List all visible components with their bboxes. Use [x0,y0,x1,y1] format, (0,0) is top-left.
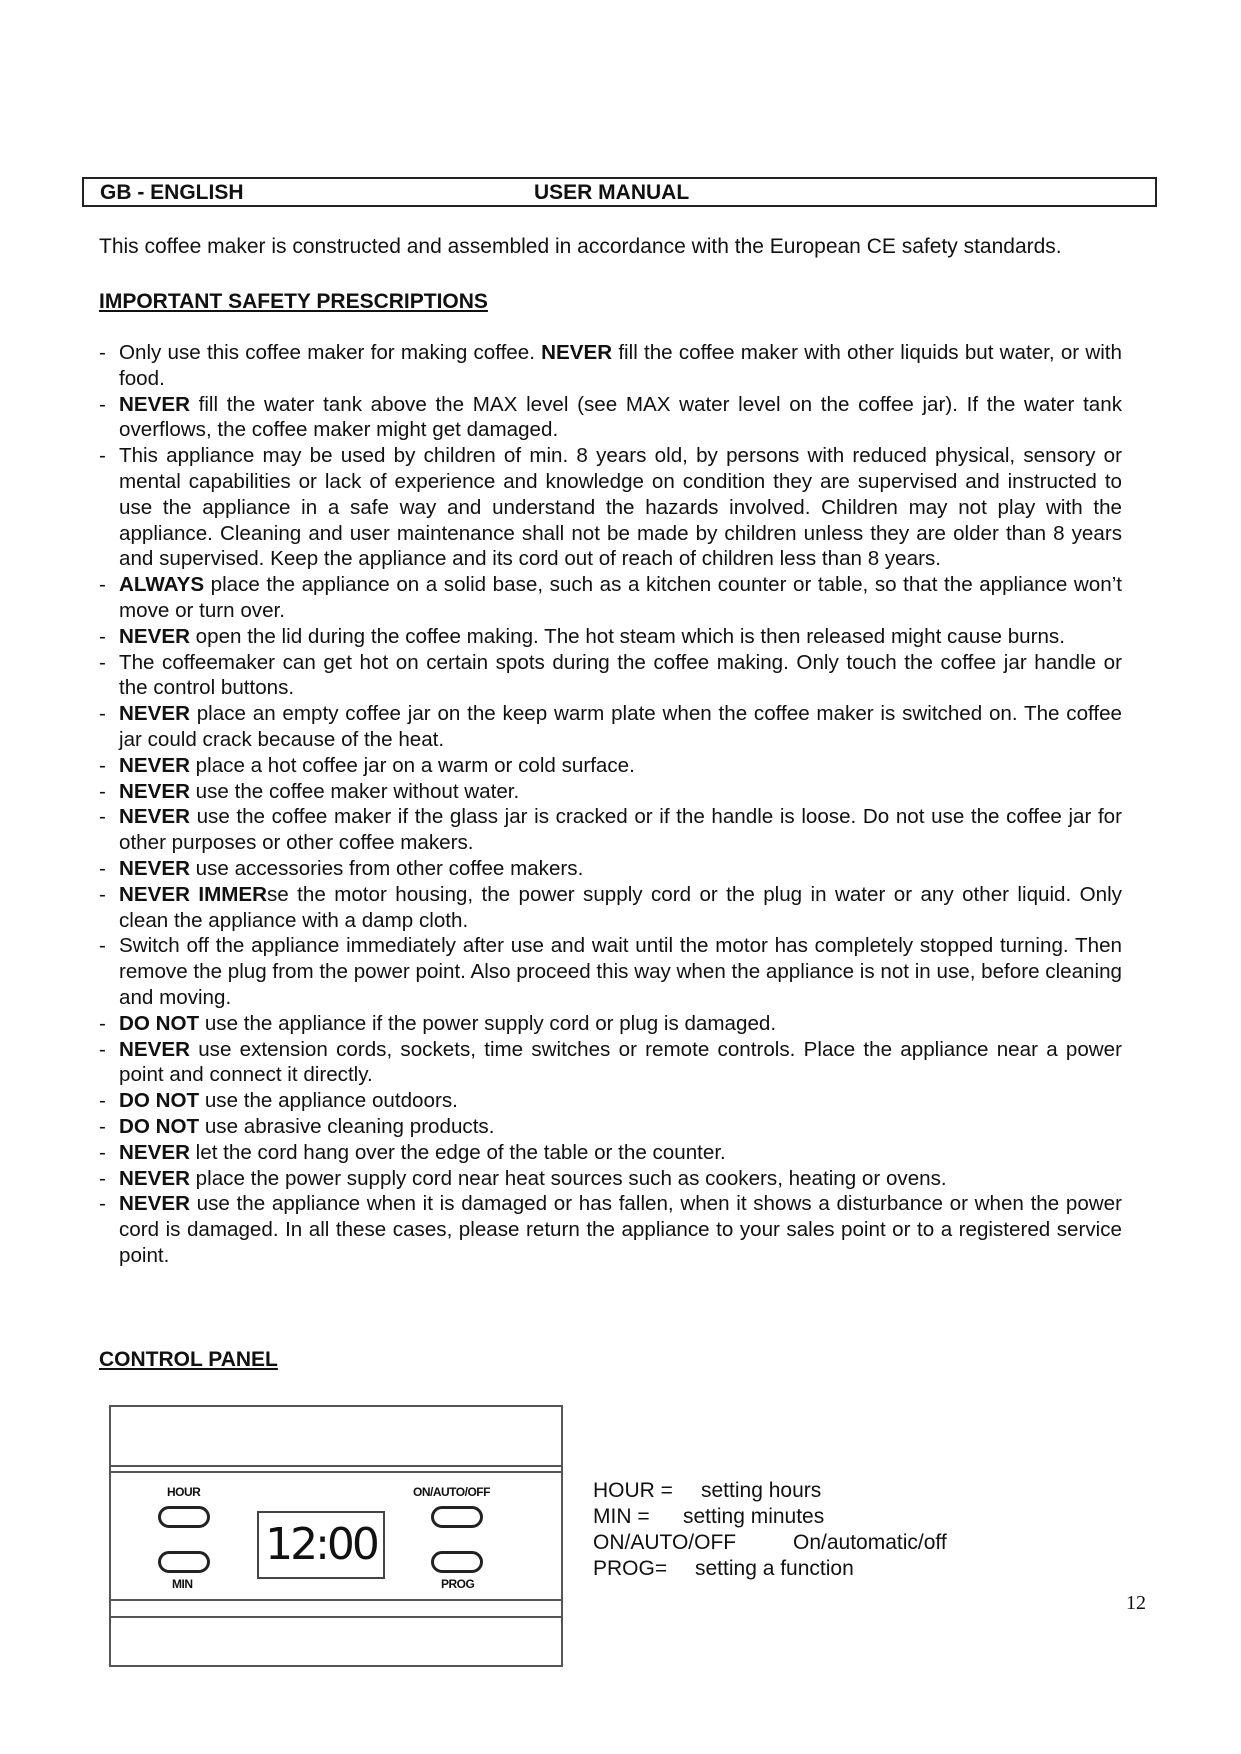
safety-item-text: se the motor housing, the power supply cord or the plug in water or any other liquid. Only clean the appliance with a damp cloth. [119,882,1122,932]
clock-display: 12:00 [257,1511,385,1579]
language-label: GB - ENGLISH [100,181,244,204]
safety-item-text: fill the coffee maker with other liquids but water, or with food. [119,341,1122,390]
min-button[interactable] [158,1551,210,1573]
safety-item-emphasis: NEVER [119,624,190,648]
safety-item-text: Switch off the appliance immediately after use and wait until the motor has completely stopped turning. Then remove the plug from the power point. Also proceed this way when the appliance is not in use, before cleaning and moving. [119,934,1122,1009]
safety-item-text: use the coffee maker without water. [189,779,520,803]
legend-key: MIN = [593,1505,650,1528]
on-auto-off-label: ON/AUTO/OFF [413,1485,490,1499]
safety-item-text: use the appliance if the power supply cord or plug is damaged. [199,1011,777,1035]
legend-value: setting minutes [683,1505,825,1528]
safety-item [99,572,1122,624]
document-title: USER MANUAL [534,181,690,204]
safety-item [99,753,1122,779]
legend-value: setting a function [695,1557,854,1580]
page-number: 12 [1126,1592,1146,1614]
safety-item-emphasis: DO NOT [119,1114,200,1138]
safety-item-emphasis: NEVER [541,341,613,364]
safety-item-emphasis: NEVER [119,856,190,880]
hour-label: HOUR [167,1485,201,1499]
safety-item [99,650,1122,702]
safety-item-emphasis: NEVER [119,702,190,726]
safety-item [99,1037,1122,1089]
safety-heading: IMPORTANT SAFETY PRESCRIPTIONS [99,290,488,313]
safety-list [99,340,1122,1269]
safety-item-text: This appliance may be used by children of min. 8 years old, by persons with reduced physical, sensory or mental capabilities or lack of experience and knowledge on condition they are supervised and instructed to use the appliance in a safe way and understand the hazards involved. Children may not play with the appliance. Cleaning and user maintenance shall not be made by children unless they are older than 8 years and supervised. Keep the appliance and its cord out of reach of children less than 8 years. [119,444,1122,571]
min-label: MIN [172,1577,193,1591]
legend-value: setting hours [701,1479,822,1502]
safety-item-text: use the coffee maker if the glass jar is cracked or if the handle is loose. Do not use the coffee jar for other purposes or other coffee makers. [119,805,1122,855]
safety-item-text: place the appliance on a solid base, such as a kitchen counter or table, so that the appliance won’t move or turn over. [119,573,1122,622]
safety-item-emphasis: NEVER [119,753,190,777]
intro-paragraph: This coffee maker is constructed and assembled in accordance with the European CE safety standards. [99,235,1062,258]
safety-item [99,933,1122,1010]
safety-item [99,779,1122,805]
safety-item-emphasis: NEVER [119,1140,190,1164]
safety-item-emphasis: DO NOT [119,1011,200,1035]
safety-item [99,1166,1122,1192]
safety-item-emphasis: NEVER IMMER [119,882,267,906]
safety-item [99,340,1122,392]
safety-item-text: use abrasive cleaning products. [199,1114,495,1138]
safety-item [99,1011,1122,1037]
safety-item-text: place an empty coffee jar on the keep warm plate when the coffee maker is switched on. The coffee jar could crack because of the heat. [119,702,1122,751]
safety-item-text: place a hot coffee jar on a warm or cold surface. [189,753,635,777]
control-panel-diagram [109,1405,563,1667]
legend-value: On/automatic/off [793,1531,947,1554]
safety-item-text: place the power supply cord near heat sources such as cookers, heating or ovens. [189,1166,947,1190]
safety-item-emphasis: ALWAYS [119,573,205,597]
safety-item-text: use extension cords, sockets, time switches or remote controls. Place the appliance near a power point and connect it directly. [119,1037,1122,1087]
safety-item-emphasis: NEVER [119,1166,190,1190]
prog-label: PROG [441,1577,475,1591]
safety-item-text: fill the water tank above the MAX level (see MAX water level on the coffee jar). If the water tank overflows, the coffee maker might get damaged. [119,392,1122,442]
safety-item [99,856,1122,882]
safety-item [99,701,1122,753]
safety-item [99,392,1122,444]
safety-item-text: Only use this coffee maker for making coffee. [119,341,535,364]
safety-item-text: The coffeemaker can get hot on certain spots during the coffee making. Only touch the coffee jar handle or the control buttons. [119,650,1122,700]
safety-item-emphasis: DO NOT [119,1089,200,1113]
safety-item-text: use the appliance outdoors. [199,1089,458,1113]
safety-item-text: use accessories from other coffee makers. [189,856,584,880]
safety-item [99,882,1122,934]
safety-item-text: use the appliance when it is damaged or has fallen, when it shows a disturbance or when the power cord is damaged. In all these cases, please return the appliance to your sales point or to a registered service point. [119,1192,1122,1267]
panel-divider [111,1599,561,1601]
on-auto-off-button[interactable] [431,1506,483,1528]
safety-item-text: open the lid during the coffee making. The hot steam which is then released might cause burns. [189,624,1065,648]
safety-item-text: let the cord hang over the edge of the table or the counter. [189,1140,726,1164]
safety-item [99,1088,1122,1114]
safety-item [99,1191,1122,1268]
safety-item-emphasis: NEVER [119,805,190,829]
legend-key: HOUR = [593,1479,673,1502]
panel-divider [111,1471,561,1473]
legend-key: PROG= [593,1557,668,1580]
legend-key: ON/AUTO/OFF [593,1531,737,1554]
safety-item-emphasis: NEVER [119,392,190,416]
page-header [82,177,1157,207]
safety-item [99,1140,1122,1166]
prog-button[interactable] [431,1551,483,1573]
safety-item [99,443,1122,572]
hour-button[interactable] [158,1506,210,1528]
safety-item [99,1114,1122,1140]
safety-item [99,624,1122,650]
panel-divider [111,1465,561,1467]
panel-divider [111,1616,561,1618]
safety-item-emphasis: NEVER [119,779,190,803]
safety-item [99,804,1122,856]
safety-item-emphasis: NEVER [119,1037,190,1061]
safety-item-emphasis: NEVER [119,1192,190,1216]
control-panel-heading: CONTROL PANEL [99,1348,278,1371]
